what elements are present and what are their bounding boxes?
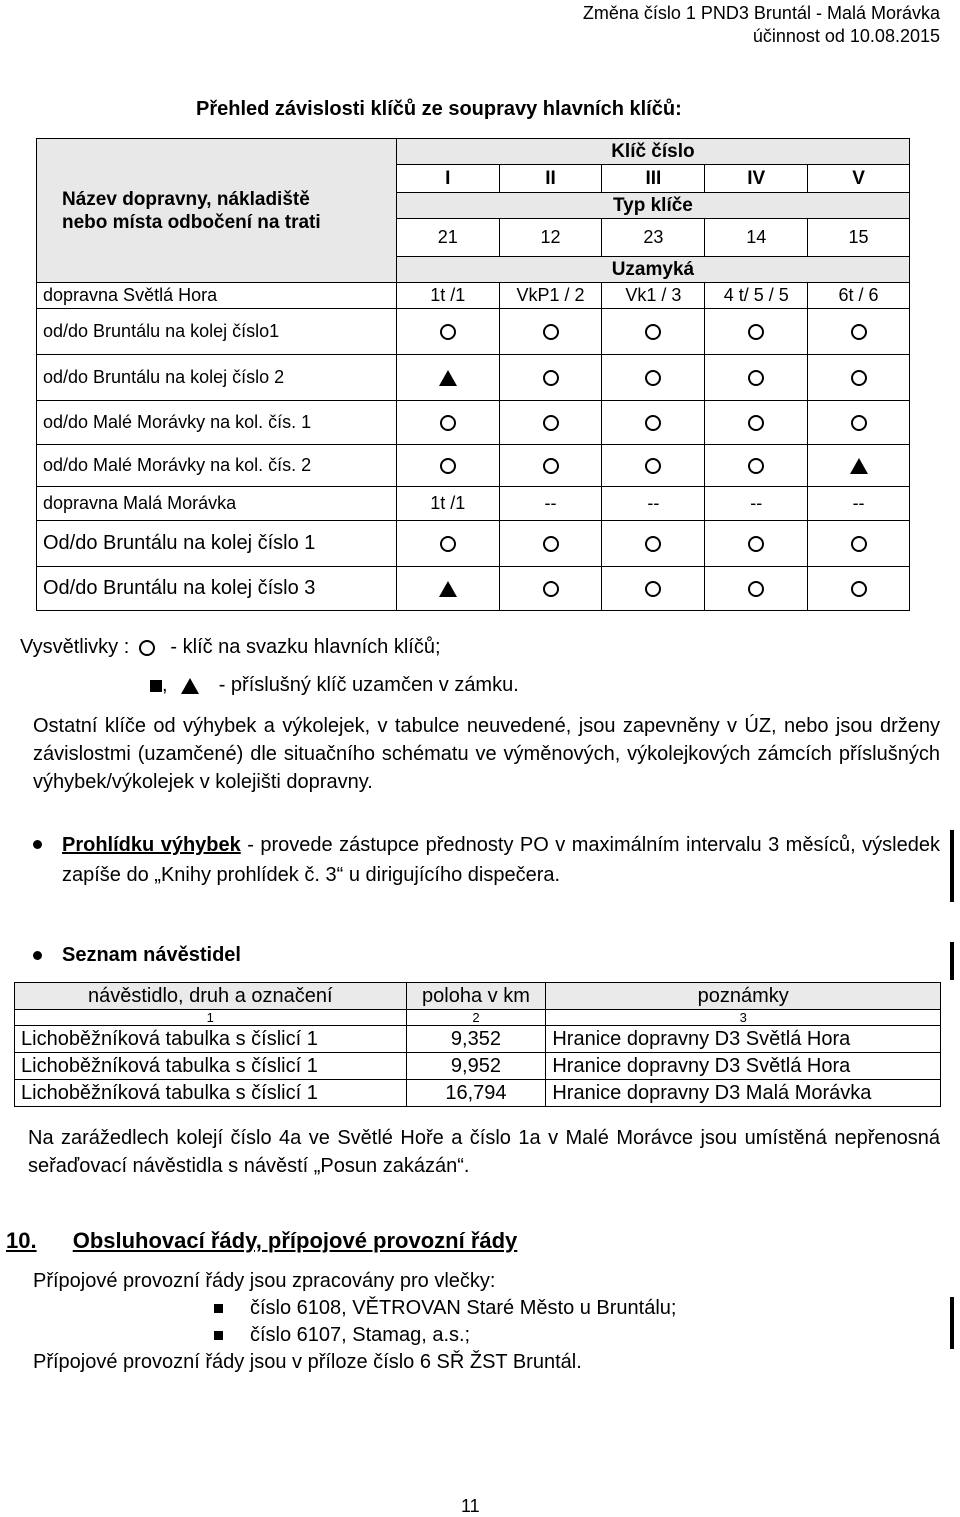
- section-title: Obsluhovací řády, přípojové provozní řády: [72, 1228, 518, 1253]
- key-row-label: Od/do Bruntálu na kolej číslo 1: [37, 521, 397, 567]
- key-roman-5: V: [808, 165, 910, 193]
- header-line-1: Změna číslo 1 PND3 Bruntál - Malá Morávka: [582, 3, 940, 23]
- key-row: [37, 401, 910, 445]
- circle-icon: [645, 581, 661, 597]
- square-bullet-icon: [214, 1331, 223, 1340]
- key-row-label: od/do Bruntálu na kolej číslo1: [37, 309, 397, 355]
- key-type-1: 21: [396, 219, 499, 257]
- key-row-label: od/do Bruntálu na kolej číslo 2: [37, 355, 397, 401]
- circle-icon: [851, 581, 867, 597]
- circle-icon: [748, 581, 764, 597]
- keys-table: [36, 138, 910, 611]
- keys-title: Přehled závislosti klíčů ze soupravy hlavních klíčů:: [196, 98, 682, 120]
- change-bar: [950, 942, 954, 980]
- key-roman-3: III: [602, 165, 705, 193]
- circle-icon: [645, 536, 661, 552]
- circle-icon: [543, 415, 559, 431]
- bullet-icon: [33, 951, 42, 960]
- key-row: [37, 567, 910, 611]
- circle-icon: [645, 458, 661, 474]
- triangle-icon: [850, 458, 868, 474]
- signals-cell: 16,794: [406, 1080, 546, 1107]
- key-type-4: 14: [705, 219, 808, 257]
- section-10-heading: [6, 1228, 517, 1254]
- key-type-5: 15: [808, 219, 910, 257]
- key-cell: [396, 401, 499, 445]
- key-cell: [705, 521, 808, 567]
- signals-cell: Lichoběžníková tabulka s číslicí 1: [15, 1080, 407, 1107]
- change-bar: [950, 830, 954, 902]
- key-cell: [808, 401, 910, 445]
- signals-header-1: návěstidlo, druh a označení: [15, 983, 407, 1010]
- signals-header-row: [15, 983, 941, 1010]
- circle-icon: [543, 581, 559, 597]
- section-intro: Přípojové provozní řády jsou zpracovány pro vlečky:: [33, 1270, 496, 1292]
- key-cell: [396, 445, 499, 487]
- name-header-line-2: nebo místa odbočení na trati: [62, 211, 321, 233]
- key-cell: [808, 521, 910, 567]
- key-row-label: dopravna Světlá Hora: [37, 283, 397, 309]
- legend-circle-text: - klíč na svazku hlavních klíčů;: [170, 636, 441, 658]
- key-cell: [808, 309, 910, 355]
- circle-icon: [851, 324, 867, 340]
- circle-icon: [645, 415, 661, 431]
- signals-header-2: poloha v km: [406, 983, 546, 1010]
- circle-icon: [851, 370, 867, 386]
- key-row: [37, 309, 910, 355]
- signals-cell: Lichoběžníková tabulka s číslicí 1: [15, 1053, 407, 1080]
- header-line-2: účinnost od 10.08.2015: [752, 26, 940, 46]
- key-cell: [602, 567, 705, 611]
- key-row: [37, 487, 910, 521]
- signals-cell: Lichoběžníková tabulka s číslicí 1: [15, 1026, 407, 1053]
- key-cell: [499, 445, 602, 487]
- circle-icon: [139, 640, 155, 656]
- key-cell: [499, 567, 602, 611]
- key-type-label: Typ klíče: [396, 193, 909, 219]
- key-cell: --: [499, 487, 602, 521]
- page-header: [583, 2, 940, 48]
- key-cell: 6t / 6: [808, 283, 910, 309]
- key-cell: [705, 445, 808, 487]
- signals-col-number-2: 2: [406, 1010, 546, 1026]
- signals-header-3: poznámky: [546, 983, 941, 1010]
- signals-row: [15, 1080, 941, 1107]
- key-cell: [705, 567, 808, 611]
- key-cell: 1t /1: [396, 487, 499, 521]
- signals-row: [15, 1026, 941, 1053]
- key-row-label: dopravna Malá Morávka: [37, 487, 397, 521]
- key-type-2: 12: [499, 219, 602, 257]
- key-cell: [808, 355, 910, 401]
- triangle-icon: [181, 678, 199, 694]
- square-icon: [150, 680, 162, 692]
- key-cell: Vk1 / 3: [602, 283, 705, 309]
- key-cell: [705, 401, 808, 445]
- inspection-paragraph: [62, 830, 940, 890]
- circle-icon: [543, 458, 559, 474]
- signals-col-number-3: 3: [546, 1010, 941, 1026]
- name-header-line-1: Název dopravny, nákladiště: [62, 188, 310, 210]
- circle-icon: [851, 415, 867, 431]
- circle-icon: [440, 536, 456, 552]
- key-cell: [705, 309, 808, 355]
- signals-title: Seznam návěstidel: [62, 944, 241, 966]
- inspection-label: Prohlídku výhybek: [62, 834, 241, 856]
- section-number: 10.: [6, 1228, 37, 1253]
- key-cell: [602, 355, 705, 401]
- key-row: [37, 355, 910, 401]
- signals-number-row: [15, 1010, 941, 1026]
- key-row: [37, 283, 910, 309]
- circle-icon: [440, 324, 456, 340]
- inspection-text: - provede zástupce přednosty PO v maximálním intervalu 3 měsíců, výsledek zapíše do „Knihy prohlídek č. 3“ u dirigujícího dispečera.: [62, 834, 940, 886]
- circle-icon: [543, 324, 559, 340]
- legend-line-2: [150, 674, 519, 697]
- circle-icon: [543, 536, 559, 552]
- key-cell: 4 t/ 5 / 5: [705, 283, 808, 309]
- key-cell: --: [705, 487, 808, 521]
- circle-icon: [645, 324, 661, 340]
- key-row: [37, 445, 910, 487]
- key-type-3: 23: [602, 219, 705, 257]
- siding-item-2: číslo 6107, Stamag, a.s.;: [250, 1324, 471, 1346]
- siding-item-1: číslo 6108, VĚTROVAN Staré Město u Bruntálu;: [250, 1297, 677, 1319]
- legend-separator: ,: [162, 674, 168, 696]
- name-header: [37, 139, 397, 283]
- locks-label: Uzamyká: [396, 257, 909, 283]
- circle-icon: [440, 415, 456, 431]
- key-cell: [396, 521, 499, 567]
- key-cell: [602, 445, 705, 487]
- key-number-label: Klíč číslo: [396, 139, 909, 165]
- page-number: 11: [461, 1496, 480, 1516]
- key-roman-4: IV: [705, 165, 808, 193]
- key-cell: [499, 355, 602, 401]
- key-cell: [499, 521, 602, 567]
- circle-icon: [851, 536, 867, 552]
- signals-col-number-1: 1: [15, 1010, 407, 1026]
- circle-icon: [748, 370, 764, 386]
- signals-note: Na zarážedlech kolejí číslo 4a ve Světlé Hoře a číslo 1a v Malé Morávce jsou umístěná nepřenosná seřaďovací návěstidla s návěstí „Posun zakázán“.: [28, 1127, 940, 1177]
- circle-icon: [748, 536, 764, 552]
- key-row: [37, 521, 910, 567]
- key-cell: [705, 355, 808, 401]
- key-cell: [396, 355, 499, 401]
- triangle-icon: [439, 370, 457, 386]
- signals-cell: Hranice dopravny D3 Světlá Hora: [546, 1053, 941, 1080]
- key-cell: [499, 309, 602, 355]
- legend-locked-text: - příslušný klíč uzamčen v zámku.: [218, 674, 519, 696]
- key-cell: 1t /1: [396, 283, 499, 309]
- signals-table: [14, 982, 941, 1107]
- key-cell: [602, 401, 705, 445]
- section-outro: Přípojové provozní řády jsou v příloze číslo 6 SŘ ŽST Bruntál.: [33, 1351, 582, 1373]
- key-cell: VkP1 / 2: [499, 283, 602, 309]
- key-cell: [808, 445, 910, 487]
- circle-icon: [748, 458, 764, 474]
- signals-cell: 9,952: [406, 1053, 546, 1080]
- key-cell: --: [602, 487, 705, 521]
- triangle-icon: [439, 581, 457, 597]
- signals-cell: 9,352: [406, 1026, 546, 1053]
- key-cell: --: [808, 487, 910, 521]
- circle-icon: [748, 324, 764, 340]
- key-cell: [602, 521, 705, 567]
- other-keys-paragraph: Ostatní klíče od výhybek a výkolejek, v tabulce neuvedené, jsou zapevněny v ÚZ, nebo jsou drženy závislostmi (uzamčené) dle situačního schématu ve výměnových, výkolejkových zámcích příslušných výhybek/výkolejek v kolejišti dopravny.: [33, 715, 940, 793]
- change-bar: [950, 1297, 954, 1349]
- legend-line-1: [20, 636, 441, 659]
- square-bullet-icon: [214, 1304, 223, 1313]
- circle-icon: [440, 458, 456, 474]
- circle-icon: [645, 370, 661, 386]
- key-roman-1: I: [396, 165, 499, 193]
- bullet-icon: [33, 840, 42, 849]
- key-cell: [602, 309, 705, 355]
- key-roman-2: II: [499, 165, 602, 193]
- key-row-label: od/do Malé Morávky na kol. čís. 2: [37, 445, 397, 487]
- signals-cell: Hranice dopravny D3 Světlá Hora: [546, 1026, 941, 1053]
- legend-prefix: Vysvětlivky :: [20, 636, 130, 658]
- signals-cell: Hranice dopravny D3 Malá Morávka: [546, 1080, 941, 1107]
- key-cell: [396, 309, 499, 355]
- circle-icon: [543, 370, 559, 386]
- key-cell: [808, 567, 910, 611]
- signals-row: [15, 1053, 941, 1080]
- key-row-label: Od/do Bruntálu na kolej číslo 3: [37, 567, 397, 611]
- circle-icon: [748, 415, 764, 431]
- key-cell: [396, 567, 499, 611]
- key-cell: [499, 401, 602, 445]
- key-row-label: od/do Malé Morávky na kol. čís. 1: [37, 401, 397, 445]
